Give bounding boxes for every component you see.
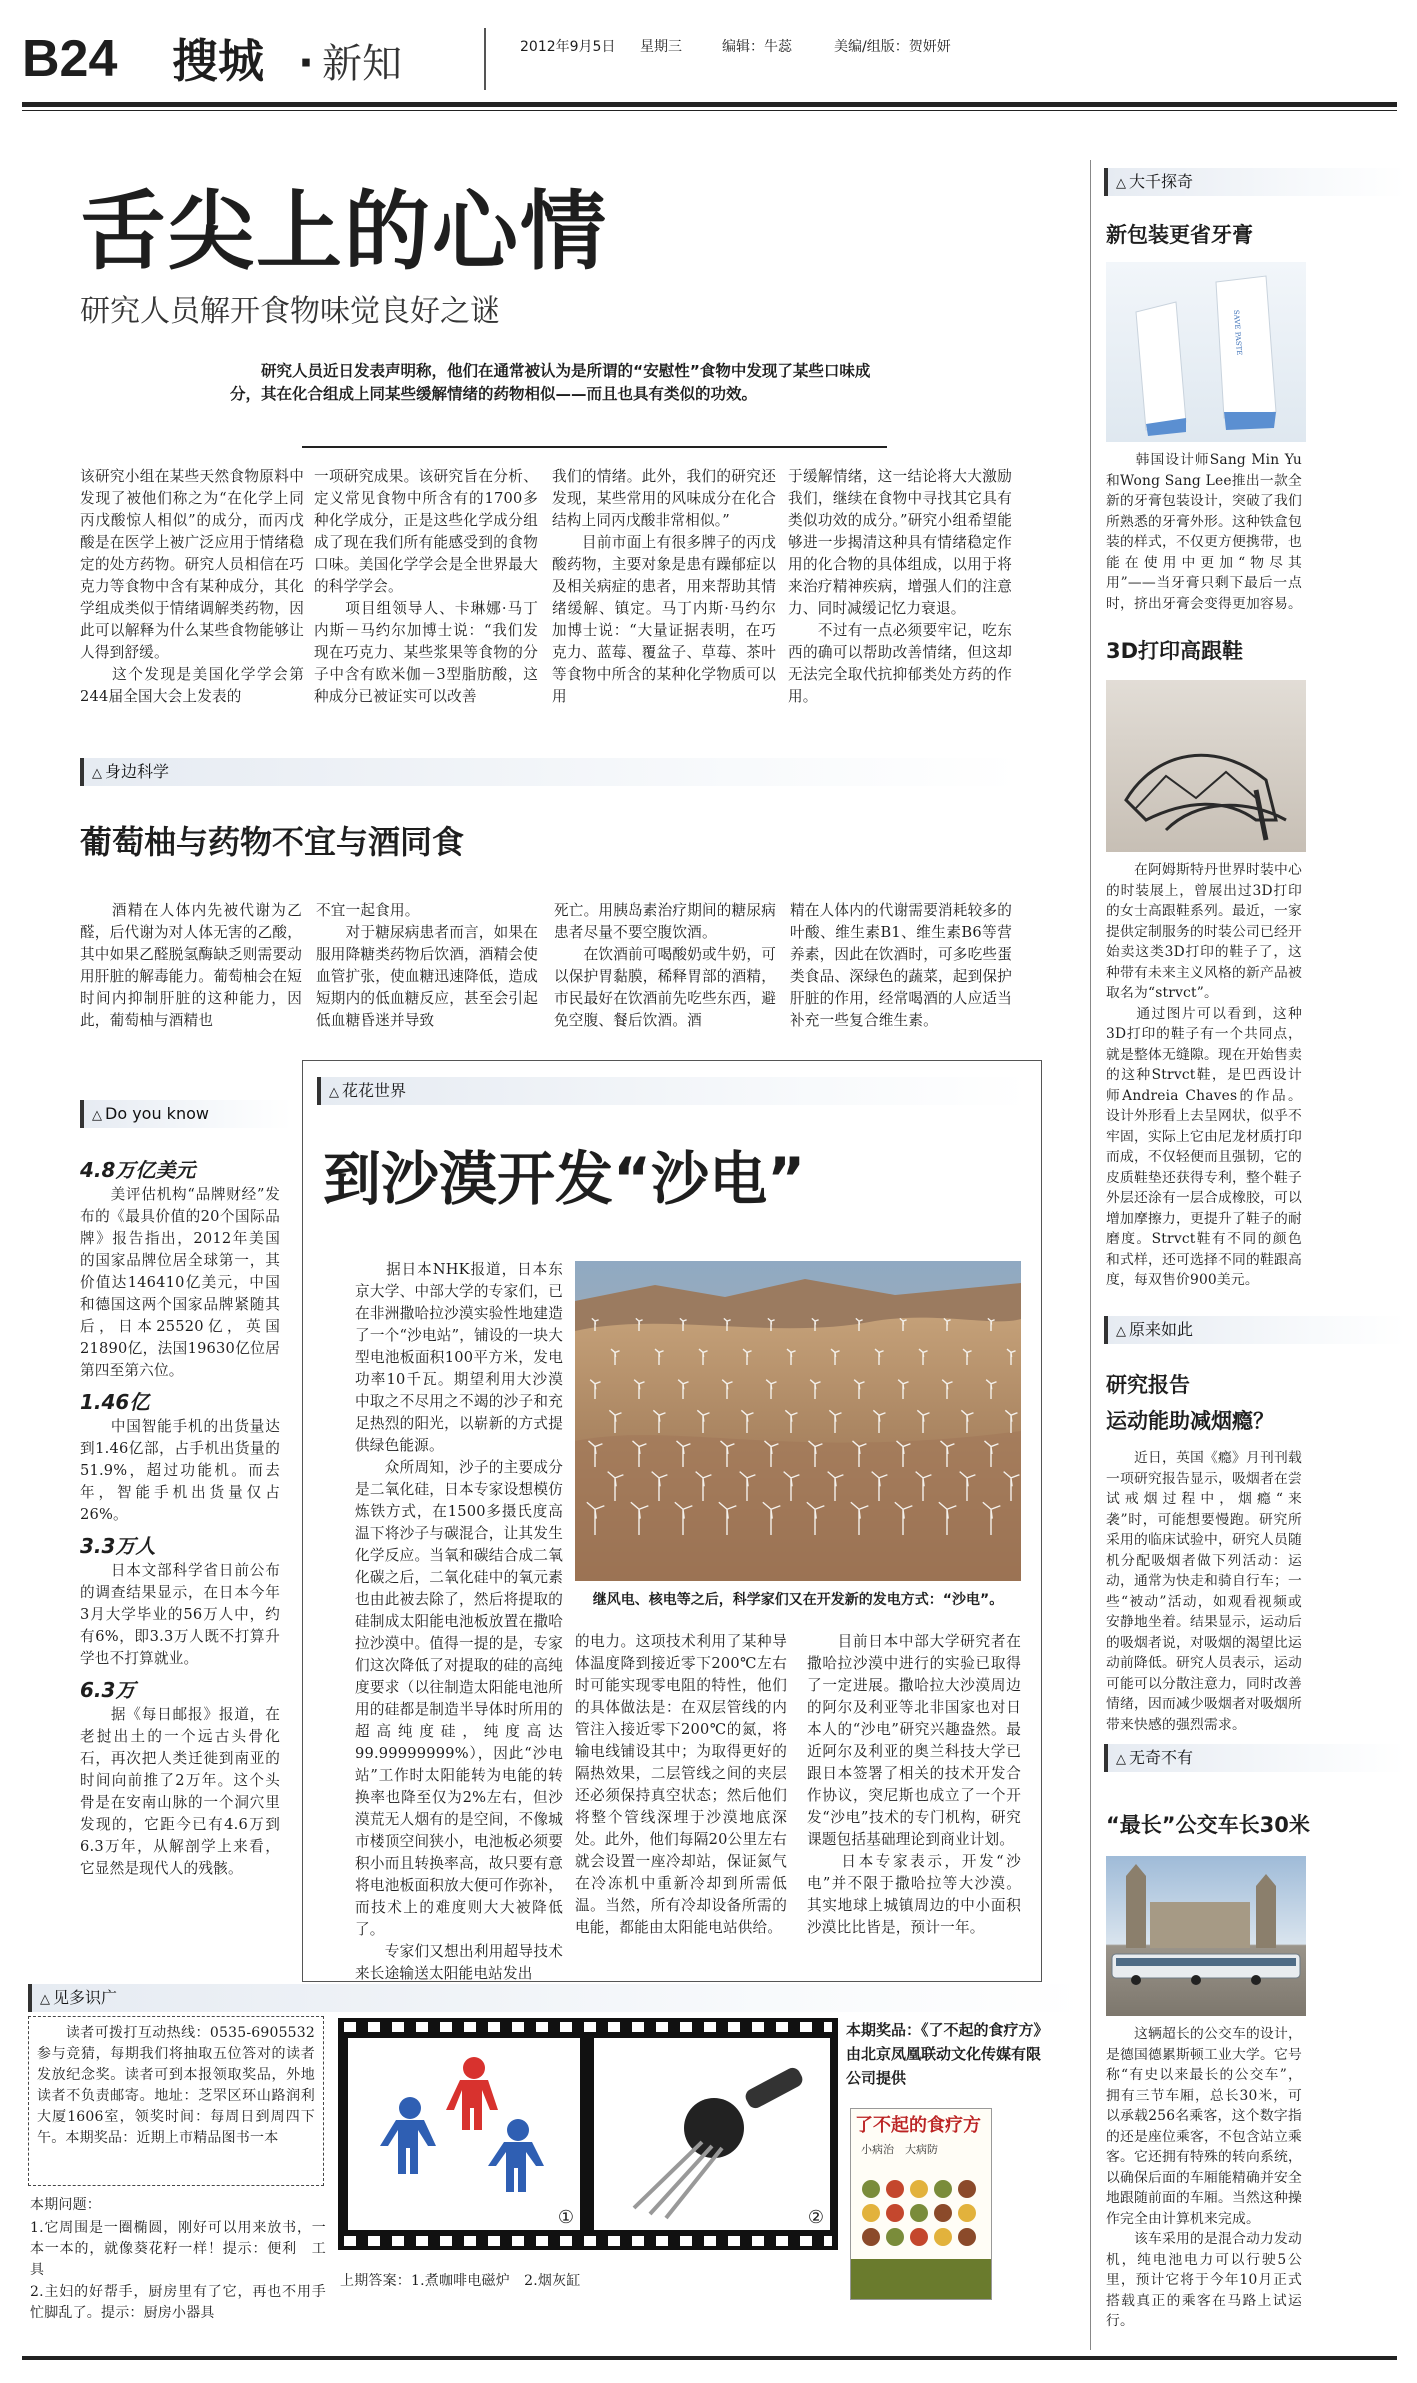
explore-tag-label: 大千探奇 bbox=[1129, 172, 1194, 191]
didyouknow-item bbox=[80, 1676, 280, 1880]
triangle-icon: △ bbox=[92, 1108, 102, 1123]
didyouknow-item bbox=[80, 1388, 280, 1526]
flowers-box bbox=[302, 1060, 1042, 1982]
quiz-tag bbox=[28, 1984, 1088, 2012]
explore-body: 韩国设计师Sang Min Yu和Wong Sang Lee推出一款全新的牙膏包装设计，突破了我们所熟悉的牙膏外形。这种铁盒包装的样式，不仅更方便携带，也能在使用中更加“物尽其用”——当牙膏只剩下最后一点时，挤出牙膏会变得更加容易。 bbox=[1106, 452, 1302, 612]
issue-weekday: 星期三 bbox=[640, 39, 682, 55]
lead-column-2: 一项研究成果。该研究旨在分析、定义常见食物中所含有的1700多种化学成分，正是这些化学成分组成了现在我们所有能感受到的食物口味。美国化学学会是全世界最大的科学学会。 项目组领导人、卡琳娜·马丁内斯－马约尔加博士说：“我们发现在巧克力、某些浆果等食物的分子中含有欧米伽－3型脂肪酸，这种成分已被证实可以改善 bbox=[314, 468, 538, 705]
bus-tag bbox=[1104, 1744, 1406, 1772]
bus-title: “最长”公交车长30米 bbox=[1106, 1813, 1310, 1837]
origin-body: 近日，英国《瘾》月刊刊载一项研究报告显示，吸烟者在尝试戒烟过程中，烟瘾“来袭”时，可能想要慢跑。研究所采用的临床试验中，研究人员随机分配吸烟者做下列活动：运动，通常为快走和骑自行车；一些“被动”活动，如观看视频或安静地坐着。结果显示，运动后的吸烟者说，对吸烟的渴望比运动前降低。研究人员表示，运动可能可以分散注意力，同时改善情绪，因而减少吸烟者对吸烟所带来快感的强烈需求。 bbox=[1106, 1450, 1302, 1733]
explore-title: 新包装更省牙膏 bbox=[1106, 223, 1253, 247]
quiz-frame-2 bbox=[594, 2038, 830, 2230]
didyouknow-figure: 1.46亿 bbox=[80, 1390, 150, 1414]
shoes-body: 在阿姆斯特丹世界时装中心的时装展上，曾展出过3D打印的女士高跟鞋系列。最近，一家提供定制服务的时装公司已经开始卖这类3D打印的鞋子了，这种带有未来主义风格的新产品被取名为“strvct”。 通过图片可以看到，这种3D打印的鞋子有一个共同点，就是整体无缝隙。现在开始售卖的这种Strvct鞋，是巴西设计师Andreia Chaves的作品。设计外形看上去呈网状，似乎不牢固，实际上它由尼龙材质打印而成，不仅轻便而且强韧，它的皮质鞋垫还获得专利，整个鞋子外层还涂有一层合成橡胶，可以增加摩擦力，更提升了鞋子的耐磨度。Strvct鞋有不同的颜色和式样，还可选择不同的鞋跟高度，每双售价900美元。 bbox=[1106, 862, 1302, 1288]
flowers-tag bbox=[317, 1077, 1029, 1105]
shoes-photo bbox=[1106, 680, 1306, 852]
masthead-rule bbox=[22, 102, 1397, 107]
lead-column-3: 我们的情绪。此外，我们的研究还发现，某些常用的风味成分在化合结构上同丙戊酸非常相似。” 目前市面上有很多牌子的丙戊酸药物，主要对象是患有躁郁症以及相关病症的患者，用来帮助其情绪缓解、镇定。马丁内斯·马约尔加博士说：“大量证据表明，在巧克力、蓝莓、覆盆子、草莓、茶叶等食物中所含的某种化学物质可以用 bbox=[552, 468, 776, 705]
film-sprocket-bottom bbox=[344, 2236, 832, 2246]
triangle-icon: △ bbox=[1116, 1752, 1126, 1767]
origin-title-1: 研究报告 bbox=[1106, 1373, 1190, 1397]
triangle-icon: △ bbox=[40, 1992, 50, 2007]
lead-title: 舌尖上的心情 bbox=[80, 182, 608, 282]
bus-body: 这辆超长的公交车的设计，是德国德累斯顿工业大学。它号称“有史以来最长的公交车”，拥有三节车厢，总长30米，可以承载256名乘客，这个数字指的还是座位乘客，不包含站立乘客。它还拥有特殊的转向系统，以确保后面的车厢能精确并安全地跟随前面的车厢。当然这种操作完全由计算机来完成。 该车采用的是混合动力发动机，纯电池电力可以行驶5公里，预计它将于今年10月正式搭载真正的乘客在马路上试运行。 bbox=[1106, 2026, 1302, 2329]
triangle-icon: △ bbox=[1116, 1324, 1126, 1339]
flowers-tag-label: 花花世界 bbox=[342, 1081, 407, 1100]
didyouknow-body: 据《每日邮报》报道，在老挝出土的一个远古头骨化石，再次把人类迁徙到南亚的时间向前推了2万年。这个头骨是在安南山脉的一个洞穴里发现的，它距今已有4.6万到6.3万年，从解剖学上来看，它显然是现代人的残骸。 bbox=[80, 1706, 280, 1877]
flowers-column-3: 目前日本中部大学研究者在撒哈拉沙漠中进行的实验已取得了一定进展。撒哈拉大沙漠周边的阿尔及利亚等北非国家也对日本人的“沙电”研究兴趣盎然。最近阿尔及利亚的奥兰科技大学已跟日本签署了相关的技术开发合作协议，突尼斯也成立了一个开发“沙电”技术的专门机构，研究课题包括基础理论到商业计划。 日本专家表示，开发“沙电”并不限于撒哈拉等大沙漠。其实地球上城镇周边的中小面积沙漠比比皆是，预计一年。 bbox=[807, 1633, 1021, 1936]
book-cover bbox=[850, 2108, 992, 2300]
explore-tag bbox=[1104, 168, 1406, 196]
origin-tag bbox=[1104, 1316, 1406, 1344]
flowers-column-1: 据日本NHK报道，日本东京大学、中部大学的专家们，已在非洲撒哈拉沙漠实验性地建造了一个“沙电站”，铺设的一块大型电池板面积100平方米，发电功率10千瓦。期望利用大沙漠中取之不尽用之不竭的沙子和充足热烈的阳光，以崭新的方式提供绿色能源。 众所周知，沙子的主要成分是二氧化硅，日本专家设想模仿炼铁方式，在1500多摄氏度高温下将沙子与碳混合，让其发生化学反应。当氧和碳结合成二氧化碳之后，二氧化硅中的氧元素也由此被去除了，然后将提取的硅制成太阳能电池板放置在撒哈拉沙漠中。值得一提的是，专家们这次降低了对提取的硅的高纯度要求（以往制造太阳能电池所用的硅都是制造半导体时所用的超高纯度硅，纯度高达99.99999999%），因此“沙电站”工作时太阳能转为电能的转换率也降至仅为2%左右，但沙漠荒无人烟有的是空间，不像城市楼顶空间狭小，电池板必须要积小而且转换率高，故只要有意将电池板面积放大便可作弥补，而技术上的难度则大大被降低了。 专家们又想出利用超导技术来长途输送太阳能电站发出 bbox=[355, 1261, 563, 1982]
book-cover-subtitle: 小病治 大病防 bbox=[861, 2143, 938, 2156]
long-bus-image bbox=[1106, 1856, 1306, 2016]
lead-subtitle: 研究人员解开食物味觉良好之谜 bbox=[80, 294, 500, 329]
filmstrip bbox=[338, 2018, 838, 2250]
quiz-questions-title: 本期问题： bbox=[30, 2197, 101, 2213]
quiz-answer: 上期答案：1.煮咖啡电磁炉 2.烟灰缸 bbox=[340, 2273, 581, 2289]
quiz-question-1: 1.它周围是一圈椭圆，刚好可以用来放书，一本一本的，就像葵花籽一样！提示：便利 工具 bbox=[30, 2220, 326, 2278]
windfarm-image bbox=[575, 1261, 1021, 1581]
lead-column-4: 于缓解情绪，这一结论将大大激励我们，继续在食物中寻找其它具有类似功效的成分。”研究小组希望能够进一步揭清这种具有情绪稳定作用的化合物的具体组成，以用于将来治疗精神疾病，增强人们的注意力、同时减缓记忆力衰退。 不过有一点必须要牢记，吃东西的确可以帮助改善情绪，但这却无法完全取代抗抑郁类处方药的作用。 bbox=[788, 468, 1012, 705]
page-number: B24 bbox=[22, 30, 118, 88]
film-sprocket-top bbox=[344, 2022, 832, 2032]
editor-credit: 编辑：牛蕊 bbox=[722, 39, 792, 55]
quiz-frame-number: ① bbox=[557, 2207, 574, 2228]
quiz-notice: 读者可拨打互动热线：0535-6905532参与竞猜，每期我们将抽取五位答对的读者发放纪念奖。读者可到本报领取奖品，外地读者不负责邮寄。地址：芝罘区环山路润利大厦1606室，领奖时间：每周日到周四下午。本期奖品：近期上市精品图书一本 bbox=[37, 2025, 315, 2146]
toothpaste-image bbox=[1106, 262, 1306, 442]
section-dot: · bbox=[298, 38, 314, 87]
issue-date: 2012年9月5日 bbox=[520, 39, 616, 55]
flowers-column-2: 的电力。这项技术利用了某种导体温度降到接近零下200℃左右时可能实现零电阻的特性，他们的具体做法是：在双层管线的内管注入接近零下200℃的氮，将输电线铺设其中；为取得更好的隔热效果，二层管线之间的夹层还必须保持真空状态；然后他们将整个管线深埋于沙漠地底深处。此外，他们每隔20公里左右就会设置一座冷却站，保证氮气在冷冻机中重新冷却到所需低温。当然，所有冷却设备所需的电能，都能由太阳能电站供给。 bbox=[575, 1633, 787, 1936]
bottom-rule bbox=[22, 2356, 1397, 2360]
quiz-tag-label: 见多识广 bbox=[53, 1988, 118, 2007]
book-cover-image bbox=[851, 2109, 991, 2299]
nearby-column-2: 不宜一起食用。 对于糖尿病患者而言，如果在服用降糖类药物后饮酒，酒精会使血管扩张，使血糖迅速降低，造成短期内的低血糖反应，甚至会引起低血糖昏迷并导致 bbox=[316, 902, 538, 1029]
toothpaste-photo bbox=[1106, 262, 1306, 442]
didyouknow-item bbox=[80, 1532, 280, 1670]
nearby-column-3: 死亡。用胰岛素治疗期间的糖尿病患者尽量不要空腹饮酒。 在饮酒前可喝酸奶或牛奶，可以保护胃黏膜，稀释胃部的酒精，市民最好在饮酒前先吃些东西，避免空腹、餐后饮酒。酒 bbox=[554, 902, 776, 1029]
book-cover-title: 了不起的食疗方 bbox=[855, 2115, 981, 2136]
bus-photo bbox=[1106, 1856, 1306, 2016]
quiz-question-2: 2.主妇的好帮手，厨房里有了它，再也不用手忙脚乱了。提示：厨房小器具 bbox=[30, 2284, 326, 2321]
shoes-title: 3D打印高跟鞋 bbox=[1106, 639, 1244, 663]
sidebar-divider bbox=[1090, 160, 1091, 2350]
quiz-frame-1 bbox=[348, 2038, 580, 2230]
high-heel-image bbox=[1106, 680, 1306, 852]
figure-bookshelf-image bbox=[348, 2038, 580, 2230]
didyouknow-body: 日本文部科学省日前公布的调查结果显示，在日本今年3月大学毕业的56万人中，约有6%，即3.3万人既不打算升学也不打算就业。 bbox=[80, 1562, 280, 1667]
section-name: 搜城 bbox=[172, 34, 264, 88]
didyouknow-list bbox=[80, 1156, 280, 1936]
tube-label: SAVE PASTE bbox=[1232, 309, 1244, 356]
designer-credit: 美编/组版：贺妍妍 bbox=[834, 39, 951, 55]
origin-tag-label: 原来如此 bbox=[1129, 1320, 1194, 1339]
nearby-title: 葡萄柚与药物不宜与酒同食 bbox=[80, 823, 465, 861]
didyouknow-tag bbox=[80, 1100, 292, 1128]
nearby-tag bbox=[80, 758, 1022, 786]
didyouknow-tag-label: Do you know bbox=[105, 1104, 209, 1123]
masthead-rule-thin bbox=[22, 110, 1397, 111]
masthead bbox=[22, 28, 1397, 100]
didyouknow-figure: 3.3万人 bbox=[80, 1534, 156, 1558]
quiz-notice-box bbox=[28, 2016, 324, 2186]
didyouknow-item bbox=[80, 1156, 280, 1382]
nearby-tag-label: 身边科学 bbox=[105, 762, 170, 781]
flowers-title: 到沙漠开发“沙电” bbox=[323, 1145, 806, 1213]
subsection-name: 新知 bbox=[322, 41, 402, 87]
didyouknow-body: 美评估机构“品牌财经”发布的《最具价值的20个国际品牌》报告指出，2012年美国的国家品牌位居全球第一，其价值达146410亿美元，中国和德国这两个国家品牌紧随其后，日本25520亿，英国21890亿，法国19630亿位居第四至第六位。 bbox=[80, 1186, 280, 1379]
windfarm-caption: 继风电、核电等之后，科学家们又在开发新的发电方式：“沙电”。 bbox=[592, 1592, 1004, 1608]
lead-column-1: 该研究小组在某些天然食物原料中发现了被他们称之为“在化学上同丙戊酸惊人相似”的成分，而丙戊酸是在医学上被广泛应用于情绪稳定的处方药物。研究人员相信在巧克力等食物中含有某种成分，其化学组成类似于情绪调解类药物，因此可以解释为什么某些食物能够让人得到舒缓。 这个发现是美国化学学会第244届全国大会上发表的 bbox=[80, 468, 304, 705]
didyouknow-body: 中国智能手机的出货量达到1.46亿部，占手机出货量的51.9%，超过功能机。而去年，智能手机出货量仅占26%。 bbox=[80, 1418, 280, 1523]
didyouknow-figure: 6.3万 bbox=[80, 1678, 136, 1702]
lead-intro-rule bbox=[302, 446, 887, 448]
lead-intro: 研究人员近日发表声明称，他们在通常被认为是所谓的“安慰性”食物中发现了某些口味成分，其在化合组成上同某些缓解情绪的药物相似——而且也具有类似的功效。 bbox=[230, 362, 871, 403]
origin-title-2: 运动能助减烟瘾？ bbox=[1106, 1409, 1274, 1433]
didyouknow-figure: 4.8万亿美元 bbox=[80, 1158, 196, 1182]
quiz-frame-number: ② bbox=[807, 2207, 824, 2228]
nearby-column-4: 精在人体内的代谢需要消耗较多的叶酸、维生素B1、维生素B6等营养素，因此在饮酒时，可多吃些蛋类食品、深绿色的蔬菜，起到保护肝脏的作用，经常喝酒的人应适当补充一些复合维生素。 bbox=[790, 902, 1012, 1029]
bus-tag-label: 无奇不有 bbox=[1129, 1748, 1194, 1767]
desert-windfarm-photo bbox=[575, 1261, 1021, 1581]
triangle-icon: △ bbox=[92, 766, 102, 781]
triangle-icon: △ bbox=[1116, 176, 1126, 191]
kitchen-tool-image bbox=[594, 2038, 830, 2230]
triangle-icon: △ bbox=[329, 1085, 339, 1100]
nearby-column-1: 酒精在人体内先被代谢为乙醛，后代谢为对人体无害的乙酸，其中如果乙醛脱氢酶缺乏则需要动用肝脏的解毒能力。葡萄柚会在短时间内抑制肝脏的这种能力，因此，葡萄柚与酒精也 bbox=[80, 902, 302, 1029]
prize-info: 本期奖品：《了不起的食疗方》由北京凤凰联动文化传媒有限公司提供 bbox=[846, 2021, 1042, 2087]
masthead-divider bbox=[484, 28, 486, 90]
